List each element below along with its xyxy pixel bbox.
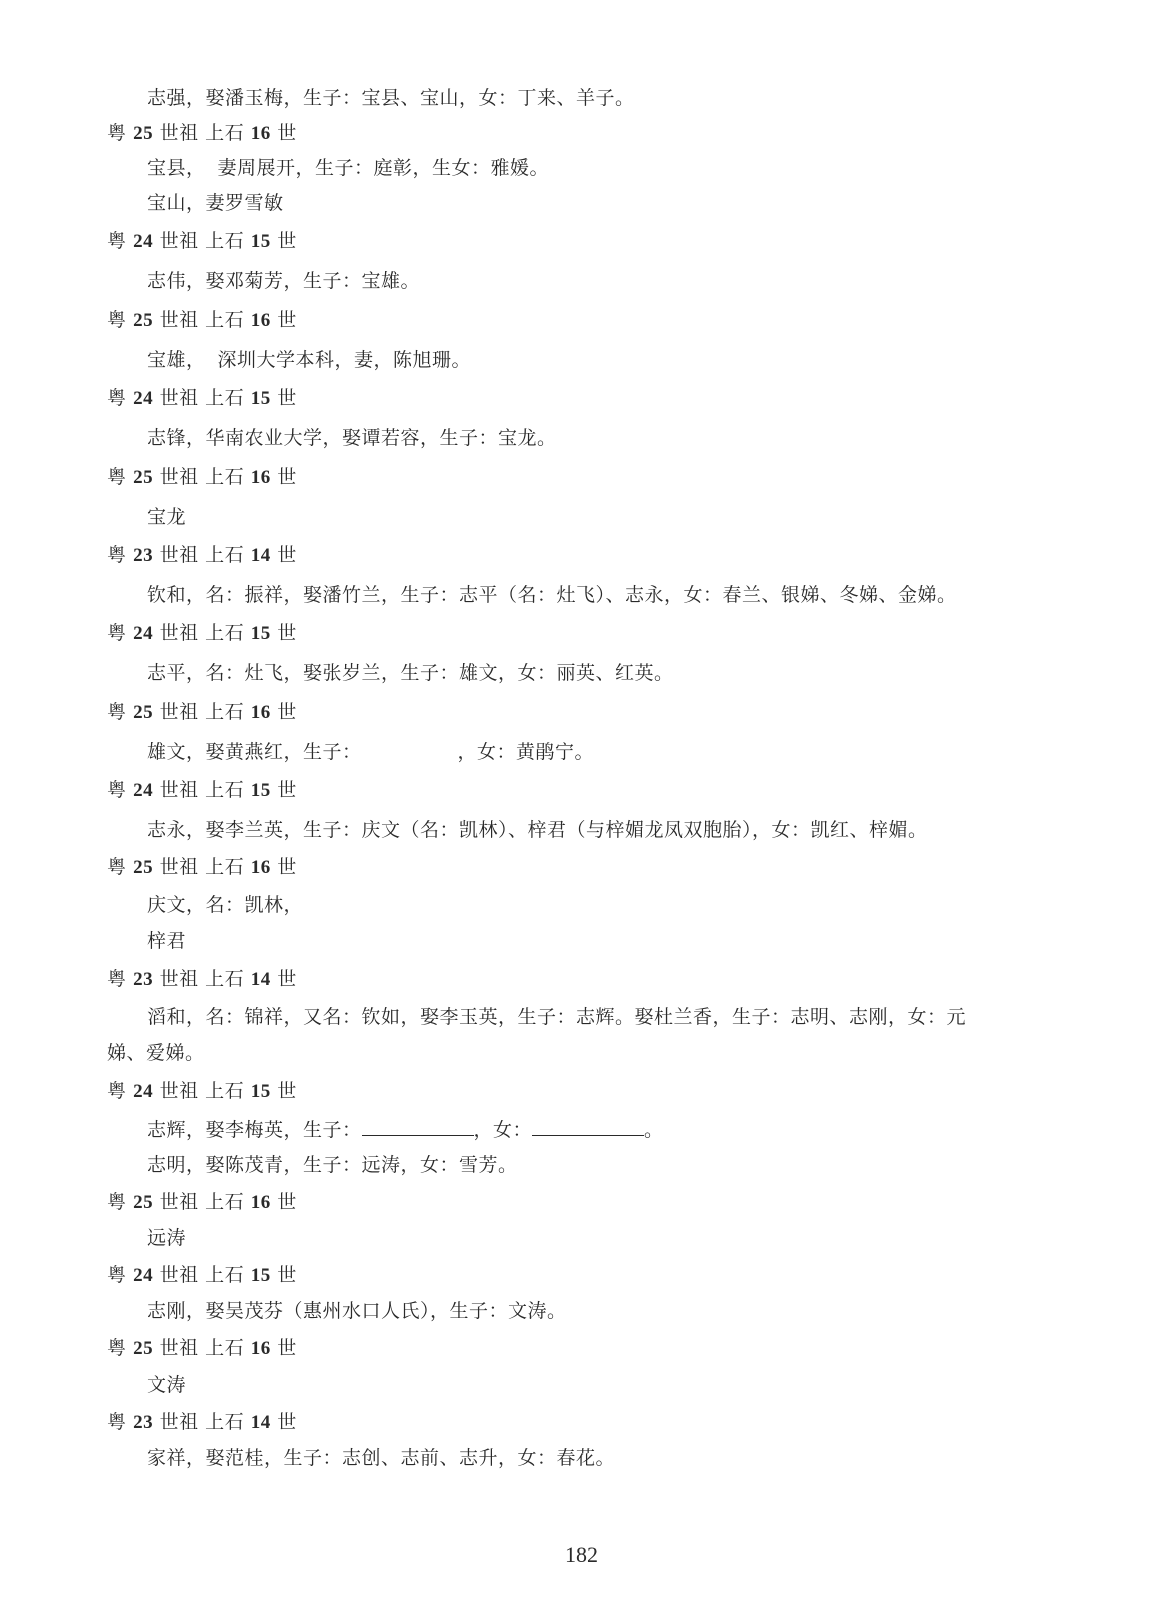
generation-label: 世祖 上石 bbox=[159, 622, 245, 644]
generation-number-b: 15 bbox=[250, 1265, 271, 1286]
generation-heading bbox=[107, 122, 297, 145]
generation-heading bbox=[107, 968, 297, 991]
generation-label: 世祖 上石 bbox=[159, 466, 245, 488]
generation-prefix: 粤 bbox=[107, 1411, 127, 1433]
genealogy-entry bbox=[147, 349, 471, 371]
generation-prefix: 粤 bbox=[107, 1080, 127, 1102]
generation-number-b: 14 bbox=[250, 969, 271, 990]
generation-number-b: 16 bbox=[250, 857, 271, 878]
generation-number-b: 16 bbox=[250, 1192, 271, 1213]
generation-prefix: 粤 bbox=[107, 1191, 127, 1213]
entry-text: 雄文，娶黄燕红，生子： bbox=[147, 741, 362, 763]
generation-prefix: 粤 bbox=[107, 701, 127, 723]
entry-text: 庆文，名：凯林， bbox=[147, 894, 304, 916]
entry-text: 深圳大学本科，妻，陈旭珊。 bbox=[217, 349, 472, 371]
generation-heading bbox=[107, 856, 297, 879]
page-number: 182 bbox=[565, 1542, 598, 1567]
generation-suffix: 世 bbox=[277, 309, 297, 331]
generation-label: 世祖 上石 bbox=[159, 701, 245, 723]
entry-text: 志明，娶陈茂青，生子：远涛，女：雪芳。 bbox=[147, 1154, 518, 1176]
entry-text-end: 。 bbox=[644, 1119, 664, 1141]
generation-label: 世祖 上石 bbox=[159, 1191, 245, 1213]
generation-prefix: 粤 bbox=[107, 466, 127, 488]
generation-suffix: 世 bbox=[277, 1264, 297, 1286]
genealogy-entry bbox=[147, 1006, 966, 1028]
entry-name: 宝县， bbox=[147, 157, 206, 179]
generation-prefix: 粤 bbox=[107, 544, 127, 566]
genealogy-entry bbox=[147, 1300, 567, 1322]
generation-number-a: 25 bbox=[133, 467, 154, 488]
generation-suffix: 世 bbox=[277, 1080, 297, 1102]
genealogy-entry bbox=[147, 1117, 664, 1141]
entry-text: 钦和，名：振祥，娶潘竹兰，生子：志平（名：灶飞）、志永，女：春兰、银娣、冬娣、金娣。 bbox=[147, 584, 957, 606]
generation-label: 世祖 上石 bbox=[159, 122, 245, 144]
generation-heading bbox=[107, 779, 297, 802]
generation-number-a: 25 bbox=[133, 1338, 154, 1359]
generation-prefix: 粤 bbox=[107, 1337, 127, 1359]
genealogy-entry bbox=[147, 427, 557, 449]
generation-number-a: 23 bbox=[133, 545, 154, 566]
genealogy-entry bbox=[147, 894, 303, 916]
generation-number-b: 15 bbox=[250, 231, 271, 252]
genealogy-entry bbox=[147, 1447, 615, 1469]
generation-number-b: 16 bbox=[250, 310, 271, 331]
generation-number-a: 23 bbox=[133, 969, 154, 990]
genealogy-entry bbox=[147, 1374, 186, 1396]
generation-label: 世祖 上石 bbox=[159, 968, 245, 990]
generation-suffix: 世 bbox=[277, 466, 297, 488]
entry-text: 家祥，娶范桂，生子：志创、志前、志升，女：春花。 bbox=[147, 1447, 616, 1469]
entry-text: 宝山，妻罗雪敏 bbox=[147, 192, 284, 214]
generation-prefix: 粤 bbox=[107, 122, 127, 144]
generation-suffix: 世 bbox=[277, 1191, 297, 1213]
entry-name: 宝雄， bbox=[147, 349, 206, 371]
generation-label: 世祖 上石 bbox=[159, 1264, 245, 1286]
genealogy-entry bbox=[147, 506, 186, 528]
generation-suffix: 世 bbox=[277, 701, 297, 723]
generation-number-b: 15 bbox=[250, 388, 271, 409]
generation-number-b: 16 bbox=[250, 467, 271, 488]
generation-suffix: 世 bbox=[277, 387, 297, 409]
generation-suffix: 世 bbox=[277, 1411, 297, 1433]
genealogy-entry bbox=[147, 662, 674, 684]
generation-heading bbox=[107, 622, 297, 645]
generation-label: 世祖 上石 bbox=[159, 387, 245, 409]
generation-number-b: 14 bbox=[250, 1412, 271, 1433]
entry-text: 志永，娶李兰英，生子：庆文（名：凯林）、梓君（与梓媚龙凤双胞胎），女：凯红、梓媚。 bbox=[147, 819, 928, 841]
entry-text: 志刚，娶吴茂芬（惠州水口人氏），生子：文涛。 bbox=[147, 1300, 567, 1322]
generation-label: 世祖 上石 bbox=[159, 309, 245, 331]
generation-number-a: 24 bbox=[133, 623, 154, 644]
generation-suffix: 世 bbox=[277, 1337, 297, 1359]
entry-text: 妻周展开，生子：庭彰，生女：雅媛。 bbox=[217, 157, 550, 179]
generation-heading bbox=[107, 1411, 297, 1434]
generation-number-a: 24 bbox=[133, 231, 154, 252]
generation-prefix: 粤 bbox=[107, 968, 127, 990]
generation-number-a: 24 bbox=[133, 1265, 154, 1286]
generation-heading bbox=[107, 387, 297, 410]
generation-number-a: 25 bbox=[133, 310, 154, 331]
entry-text: 志伟，娶邓菊芳，生子：宝雄。 bbox=[147, 270, 421, 292]
generation-prefix: 粤 bbox=[107, 1264, 127, 1286]
genealogy-entry bbox=[147, 584, 957, 606]
entry-text-continued: ，女：黄鹃宁。 bbox=[457, 741, 595, 763]
entry-continuation bbox=[107, 1042, 205, 1064]
generation-heading bbox=[107, 544, 297, 567]
generation-number-b: 16 bbox=[250, 123, 271, 144]
entry-text: 志强，娶潘玉梅，生子：宝县、宝山，女：丁来、羊子。 bbox=[147, 87, 635, 109]
generation-heading bbox=[107, 701, 297, 724]
generation-number-b: 16 bbox=[250, 1338, 271, 1359]
generation-suffix: 世 bbox=[277, 122, 297, 144]
generation-heading bbox=[107, 466, 297, 489]
generation-heading bbox=[107, 230, 297, 253]
generation-prefix: 粤 bbox=[107, 856, 127, 878]
generation-prefix: 粤 bbox=[107, 230, 127, 252]
generation-number-a: 25 bbox=[133, 123, 154, 144]
generation-number-a: 25 bbox=[133, 1192, 154, 1213]
generation-number-a: 25 bbox=[133, 702, 154, 723]
generation-number-b: 15 bbox=[250, 780, 271, 801]
generation-suffix: 世 bbox=[277, 968, 297, 990]
generation-number-b: 15 bbox=[250, 623, 271, 644]
entry-text: 梓君 bbox=[147, 930, 187, 952]
generation-prefix: 粤 bbox=[107, 622, 127, 644]
generation-heading bbox=[107, 1264, 297, 1287]
generation-label: 世祖 上石 bbox=[159, 856, 245, 878]
entry-text: 滔和，名：锦祥，又名：钦如，娶李玉英，生子：志辉。娶杜兰香，生子：志明、志刚，女：元 bbox=[147, 1006, 967, 1028]
generation-label: 世祖 上石 bbox=[159, 1337, 245, 1359]
entry-text: 志平，名：灶飞，娶张岁兰，生子：雄文，女：丽英、红英。 bbox=[147, 662, 674, 684]
generation-number-a: 24 bbox=[133, 1081, 154, 1102]
generation-number-a: 24 bbox=[133, 780, 154, 801]
generation-number-a: 24 bbox=[133, 388, 154, 409]
generation-number-b: 14 bbox=[250, 545, 271, 566]
generation-label: 世祖 上石 bbox=[159, 1411, 245, 1433]
generation-heading bbox=[107, 1191, 297, 1214]
generation-number-b: 15 bbox=[250, 1081, 271, 1102]
generation-suffix: 世 bbox=[277, 622, 297, 644]
entry-text: 志辉，娶李梅英，生子： bbox=[147, 1119, 362, 1141]
entry-text-mid: ，女： bbox=[473, 1119, 533, 1141]
generation-heading bbox=[107, 1337, 297, 1360]
generation-number-b: 16 bbox=[250, 702, 271, 723]
generation-prefix: 粤 bbox=[107, 309, 127, 331]
genealogy-entry bbox=[147, 930, 186, 952]
genealogy-entry bbox=[147, 157, 549, 179]
generation-heading bbox=[107, 1080, 297, 1103]
entry-text: 宝龙 bbox=[147, 506, 187, 528]
generation-suffix: 世 bbox=[277, 779, 297, 801]
entry-text: 远涛 bbox=[147, 1227, 187, 1249]
genealogy-entry bbox=[147, 1227, 186, 1249]
generation-suffix: 世 bbox=[277, 544, 297, 566]
fill-in-blank bbox=[362, 1117, 474, 1136]
generation-prefix: 粤 bbox=[107, 387, 127, 409]
entry-text: 文涛 bbox=[147, 1374, 187, 1396]
generation-label: 世祖 上石 bbox=[159, 779, 245, 801]
genealogy-entry bbox=[147, 192, 284, 214]
generation-prefix: 粤 bbox=[107, 779, 127, 801]
generation-label: 世祖 上石 bbox=[159, 1080, 245, 1102]
generation-label: 世祖 上石 bbox=[159, 544, 245, 566]
generation-suffix: 世 bbox=[277, 856, 297, 878]
fill-in-blank bbox=[532, 1117, 644, 1136]
genealogy-entry bbox=[147, 87, 635, 109]
genealogy-entry bbox=[147, 741, 594, 763]
generation-number-a: 25 bbox=[133, 857, 154, 878]
entry-text: 娣、爱娣。 bbox=[107, 1042, 205, 1064]
genealogy-entry bbox=[147, 1154, 518, 1176]
genealogy-entry bbox=[147, 819, 928, 841]
genealogy-entry bbox=[147, 270, 420, 292]
generation-label: 世祖 上石 bbox=[159, 230, 245, 252]
entry-text: 志锋，华南农业大学，娶谭若容，生子：宝龙。 bbox=[147, 427, 557, 449]
generation-number-a: 23 bbox=[133, 1412, 154, 1433]
generation-suffix: 世 bbox=[277, 230, 297, 252]
generation-heading bbox=[107, 309, 297, 332]
